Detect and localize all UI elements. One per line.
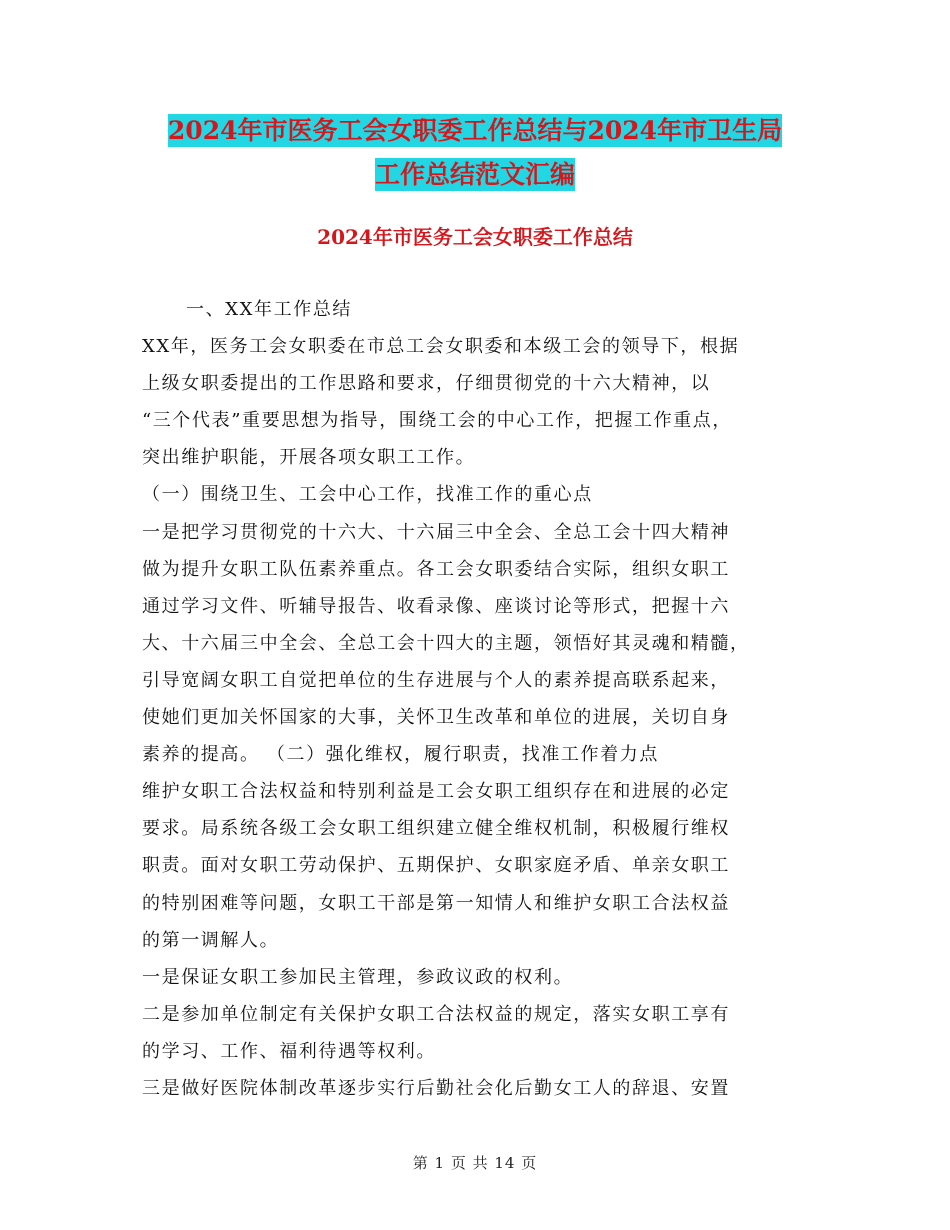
section-title: 2024年市医务工会女职委工作总结: [317, 225, 633, 249]
paragraph-line: 引导宽阔女职工自觉把单位的生存进展与个人的素养提高联系起来，: [142, 669, 730, 691]
paragraph-line: 做为提升女职工队伍素养重点。各工会女职委结合实际，组织女职工: [142, 558, 730, 580]
paragraph-line: 要求。局系统各级工会女职工组织建立健全维权机制，积极履行维权: [142, 818, 730, 840]
page-number-footer: 第 1 页 共 14 页: [412, 1154, 538, 1172]
paragraph-line: 上级女职委提出的工作思路和要求，仔细贯彻党的十六大精神，以: [142, 373, 711, 395]
paragraph-line: 职责。面对女职工劳动保护、五期保护、女职家庭矛盾、单亲女职工: [142, 855, 730, 877]
paragraph-line: 大、十六届三中全会、全总工会十四大的主题，领悟好其灵魂和精髓，: [142, 632, 750, 654]
paragraph-line: 三是做好医院体制改革逐步实行后勤社会化后勤女工人的辞退、安置: [142, 1077, 730, 1099]
paragraph-line: 维护女职工合法权益和特别利益是工会女职工组织存在和进展的必定: [142, 781, 730, 803]
paragraph-line: 的第一调解人。: [142, 929, 280, 951]
document-title-line-1: 2024年市医务工会女职委工作总结与2024年市卫生局: [167, 116, 783, 145]
paragraph-line: 的学习、工作、福利待遇等权利。: [142, 1040, 436, 1062]
paragraph-line: 突出维护职能，开展各项女职工工作。: [142, 447, 476, 469]
paragraph-line: 素养的提高。 （二）强化维权，履行职责，找准工作着力点: [142, 744, 659, 766]
document-title-line-2: 工作总结范文汇编: [374, 160, 575, 189]
paragraph-line: 一是把学习贯彻党的十六大、十六届三中全会、全总工会十四大精神: [142, 521, 730, 543]
paragraph-line: 使她们更加关怀国家的大事，关怀卫生改革和单位的进展，关切自身: [142, 707, 730, 729]
subheading-line: （一）围绕卫生、工会中心工作，找准工作的重心点: [142, 484, 593, 506]
body-text: [142, 291, 812, 1107]
paragraph-line: 一是保证女职工参加民主管理，参政议政的权利。: [142, 966, 574, 988]
paragraph-line: 的特别困难等问题，女职工干部是第一知情人和维护女职工合法权益: [142, 892, 730, 914]
heading-line: 一、XX年工作总结: [186, 299, 353, 320]
paragraph-line: 通过学习文件、听辅导报告、收看录像、座谈讨论等形式，把握十六: [142, 595, 730, 617]
paragraph-line: XX年，医务工会女职委在市总工会女职委和本级工会的领导下，根据: [142, 336, 740, 358]
paragraph-line: 二是参加单位制定有关保护女职工合法权益的规定，落实女职工享有: [142, 1003, 730, 1025]
paragraph-line: “三个代表”重要思想为指导，围绕工会的中心工作，把握工作重点，: [142, 410, 733, 432]
